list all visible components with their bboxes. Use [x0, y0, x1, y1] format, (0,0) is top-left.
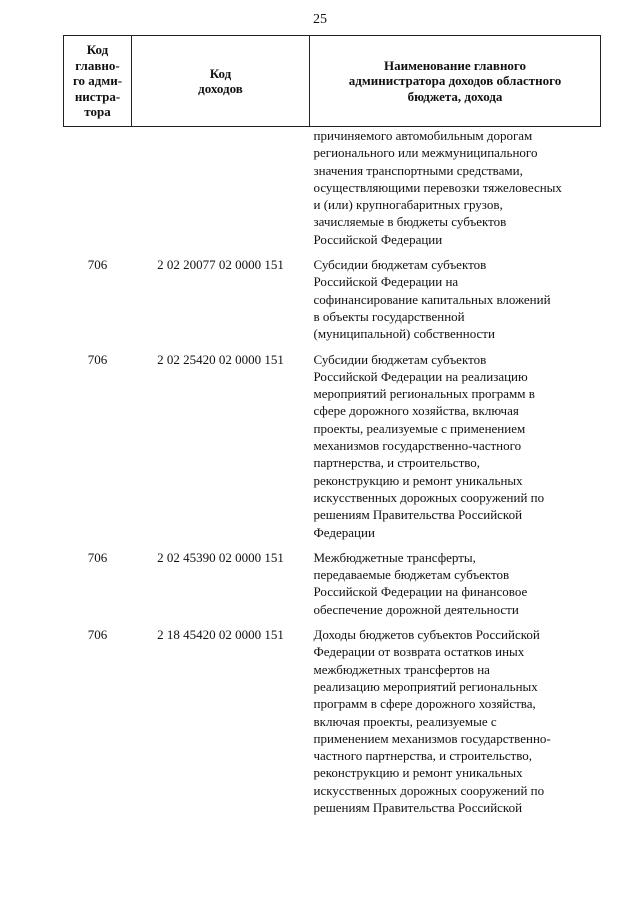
income-description — [310, 252, 601, 346]
income-code: 2 18 45420 02 0000 151 — [157, 627, 284, 643]
description-line: передаваемые бюджетам субъектов — [313, 567, 510, 583]
description-line: реконструкцию и ремонт уникальных — [313, 472, 523, 488]
description-line: Федерации — [313, 524, 375, 540]
page-number: 25 — [313, 12, 327, 27]
admin-code: 706 — [87, 351, 108, 367]
description-line: сфере дорожного хозяйства, включая — [313, 403, 519, 419]
income-code: 2 02 20077 02 0000 151 — [157, 257, 284, 273]
header-admin-code: Код главно- го адми- нистра- тора — [64, 36, 132, 127]
description-line: решениям Правительства Российской — [313, 507, 523, 523]
description-line: Российской Федерации на — [313, 274, 459, 290]
income-description — [310, 545, 601, 622]
income-description — [310, 622, 601, 820]
description-line: искусственных дорожных сооружений по — [313, 489, 545, 505]
description-line: партнерства, и строительство, — [313, 455, 481, 471]
description-line: обеспечение дорожной деятельности — [313, 601, 519, 617]
description-line: Российской Федерации — [313, 231, 443, 247]
description-line: в объекты государственной — [313, 308, 465, 324]
description-line: Федерации от возврата остатков иных — [313, 644, 525, 660]
income-code: 2 02 45390 02 0000 151 — [157, 549, 284, 565]
description-line: Российской Федерации на реализацию — [313, 368, 528, 384]
description-line: механизмов государственно-частного — [313, 438, 522, 454]
income-code: 2 02 25420 02 0000 151 — [157, 351, 284, 367]
description-line: и (или) крупногабаритных грузов, — [313, 197, 503, 213]
description-line: искусственных дорожных сооружений по — [313, 782, 545, 798]
admin-code: 706 — [87, 627, 108, 643]
table-row — [64, 347, 601, 545]
description-line: проекты, реализуемые с применением — [313, 420, 526, 436]
description-line: решениям Правительства Российской — [313, 799, 523, 815]
table-row — [64, 252, 601, 346]
description-line: значения транспортными средствами, — [313, 162, 523, 178]
description-line: софинансирование капитальных вложений — [313, 291, 551, 307]
table-row-continuation — [64, 127, 601, 253]
description-line: частного партнерства, и строительство, — [313, 748, 533, 764]
header-income-code: Код доходов — [132, 36, 310, 127]
description-line: реконструкцию и ремонт уникальных — [313, 765, 523, 781]
description-line: (муниципальной) собственности — [313, 326, 495, 342]
income-description — [310, 347, 601, 545]
admin-code: 706 — [87, 549, 108, 565]
table-header-row — [64, 36, 601, 127]
description-line: Межбюджетные трансферты, — [313, 549, 476, 565]
description-line: включая проекты, реализуемые с — [313, 713, 497, 729]
description-line: причиняемого автомобильным дорогам — [313, 128, 533, 143]
description-line: Субсидии бюджетам субъектов — [313, 351, 487, 367]
admin-code: 706 — [87, 257, 108, 273]
table-row — [64, 545, 601, 622]
description-line: программ в сфере дорожного хозяйства, — [313, 696, 536, 712]
description-line: регионального или межмуниципального — [313, 145, 538, 161]
description-line: реализацию мероприятий региональных — [313, 678, 538, 694]
description-line: применением механизмов государственно- — [313, 730, 551, 746]
continuation-description — [310, 127, 601, 253]
description-line: мероприятий региональных программ в — [313, 386, 535, 402]
income-codes-table — [63, 35, 601, 820]
description-line: зачисляемые в бюджеты субъектов — [313, 214, 507, 230]
description-line: Доходы бюджетов субъектов Российской — [313, 627, 540, 643]
description-line: Субсидии бюджетам субъектов — [313, 257, 487, 273]
description-line: межбюджетных трансфертов на — [313, 661, 490, 677]
description-line: Российской Федерации на финансовое — [313, 584, 528, 600]
header-name: Наименование главного администратора доходов областного бюджета, дохода — [310, 36, 601, 127]
table-row — [64, 622, 601, 820]
description-line: осуществляющими перевозки тяжеловесных — [313, 179, 562, 195]
